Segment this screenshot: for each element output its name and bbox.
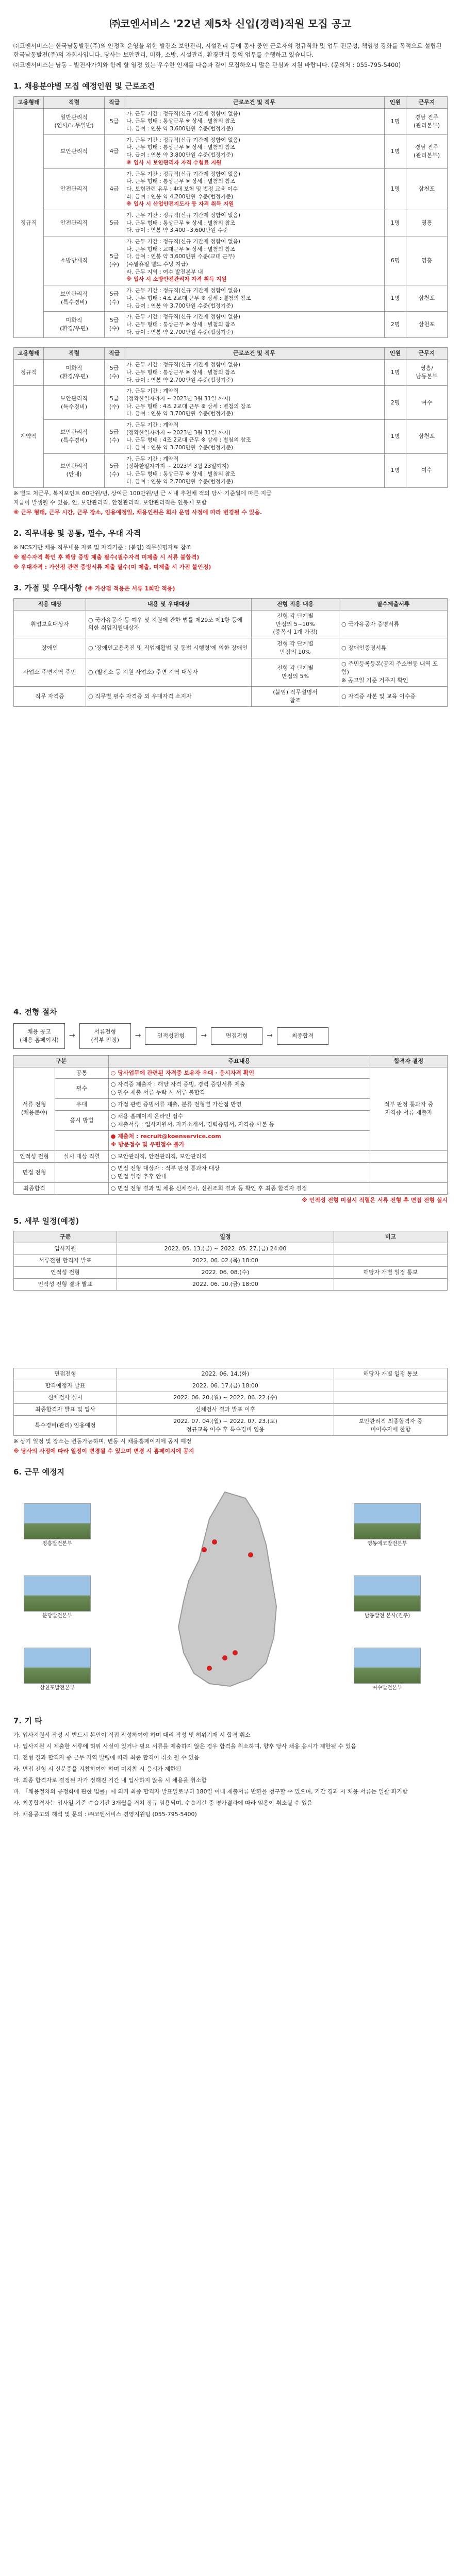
duties-cell [124, 168, 385, 210]
site-caption: 여수발전본부 [372, 1685, 402, 1691]
site-marker [212, 1539, 217, 1545]
row-sub-label: 공통 [55, 1067, 109, 1079]
duty-line: 가. 근무 기간 : 계약직 [126, 388, 179, 395]
misc-item: 다. 전형 결과 합격자 중 근무 지역 발령에 따라 최종 합격이 취소 될 수 있음 [13, 1754, 200, 1761]
info-line-warning: ※ 필수자격 확인 후 해당 증빙 제출 필수(필수자격 미제출 시 서류 불합격) [13, 554, 200, 561]
table-header: 직렬 [44, 348, 105, 360]
duty-line: 나. 근무 형태 : 통상근무 ※ 상세 : 별첨의 참조 [126, 144, 236, 151]
duties-cell [124, 453, 385, 487]
row-sub-label: 필수 [55, 1079, 109, 1099]
table-header: 전형 적용 내용 [252, 598, 339, 610]
row-label: 면접 전형 [14, 1162, 55, 1182]
row-decision [370, 1151, 448, 1163]
flow-step: 최종합격 [277, 1027, 328, 1045]
table-header: 필수제출서류 [339, 598, 448, 610]
docs-cell: ○ 주민등록등본(공지 주소변동 내역 포함) ※ 공고일 기준 거주지 확인 [339, 658, 448, 687]
job-cell: 미화직 (환경/우편) [44, 360, 105, 386]
row-sub-label: 실시 대상 직렬 [55, 1151, 109, 1163]
flow-step: 면접전형 [211, 1027, 262, 1045]
duty-line: 나. 근무 형태 : 통상근무 ※ 상세 : 별첨의 참조 [126, 178, 236, 185]
duty-line: 나. 근무 형태 : 4조 2교대 근무 ※ 상세 : 별첨의 참조 [126, 403, 251, 410]
duty-line: 다. 급여 : 연봉 약 3,700만원 수준(법정기준) [126, 445, 234, 451]
table-header: 고용형태 [14, 96, 44, 108]
table-header: 근무지 [406, 96, 448, 108]
intro-paragraph: ㈜코엔서비스는 남동 – 발전사가치와 함께 할 열정 있는 우수한 인재를 다음과 같이 모집하오니 많은 관심과 지원 바랍니다. (문의처 : 055-795-5400) [13, 61, 401, 69]
schedule-date-cell: 2022. 07. 04.(월) ~ 2022. 07. 23.(토) 정규교육 이수 후 특수경비 임용 [117, 1415, 334, 1435]
duty-line: 나. 근무 형태 : 4조 2교대 근무 ※ 상세 : 별첨의 참조 [126, 295, 251, 301]
grade-cell: 5급 (수) [105, 285, 124, 312]
site-card [354, 1575, 421, 1620]
table-header: 구분 [14, 1231, 117, 1243]
duty-line: 가. 근무 기간 : 정규직(신규 기간제 정함이 없음) [126, 110, 241, 117]
section-heading: 7. 기 타 [13, 1716, 42, 1726]
hire-type-cell: 계약직 [14, 386, 44, 487]
count-cell: 1명 [385, 210, 406, 236]
count-cell: 1명 [385, 168, 406, 210]
table-header: 주요내용 [108, 1055, 370, 1067]
schedule-table-continued [13, 1368, 448, 1436]
schedule-label-cell: 면접전형 [14, 1368, 117, 1380]
grade-cell: 5급 (수) [105, 420, 124, 454]
spacer [13, 1291, 448, 1368]
hire-type-cell: 정규직 [14, 108, 44, 338]
grade-cell: 4급 [105, 168, 124, 210]
schedule-note-cell: 해당자 개별 일정 통보 [334, 1267, 448, 1279]
content-cell: ○ (발전소 등 지원 사업소) 주변 지역 대상자 [86, 658, 252, 687]
table-row [14, 360, 448, 386]
schedule-label-cell: 신체검사 실시 [14, 1392, 117, 1404]
content-cell: ○ '장애인고용촉진 및 직업재활법 및 동법 시행령'에 의한 장애인 [86, 638, 252, 658]
table-row [14, 168, 448, 210]
table-header: 내용 및 우대대상 [86, 598, 252, 610]
count-cell: 1명 [385, 285, 406, 312]
table-row [14, 687, 448, 707]
schedule-date-cell: 신체검사 결과 발표 이후 [117, 1403, 334, 1415]
schedule-date-cell: 2022. 06. 10.(금) 18:00 [117, 1279, 334, 1291]
duty-line: (정확한일자까지 ~ 2023년 3월 31일 까지) [126, 395, 231, 402]
duty-line: 나. 근무 형태 : 4조 2교대 근무 ※ 상세 : 별첨의 참조 [126, 437, 251, 444]
job-cell: 안전관리직 [44, 168, 105, 210]
duty-line: 다. 급여 : 연봉 약 3,700만원 수준(법정기준) [126, 302, 234, 309]
table-header: 비고 [334, 1231, 448, 1243]
job-cell: 보안관리직 [44, 134, 105, 168]
count-cell: 2명 [385, 312, 406, 338]
duty-line: 라. 근무 지역 : 여수 발전본부 내 [126, 268, 203, 275]
table-header: 직렬 [44, 96, 105, 108]
job-cell: 보안관리직 (안내) [44, 453, 105, 487]
row-text: ○ 면접 전형 대상자 : 적부 판정 통과자 대상 ○ 면접 일정 추후 안내 [108, 1162, 370, 1182]
arrow-icon: → [201, 1031, 207, 1040]
row-sub-label: 응시 방법 [55, 1111, 109, 1131]
duties-cell [124, 312, 385, 338]
flow-step: 인적성전형 [145, 1027, 196, 1045]
grade-cell: 4급 [105, 134, 124, 168]
place-cell: 경남 진주 (관리본부) [406, 134, 448, 168]
row-sub-label [55, 1162, 109, 1182]
place-cell: 경남 진주 (관리본부) [406, 108, 448, 134]
grade-cell: 5급 (수) [105, 236, 124, 285]
decision-cell [370, 1067, 448, 1151]
duties-cell [124, 108, 385, 134]
grade-cell: 5급 (수) [105, 312, 124, 338]
info-line-warning: ※ 우대자격 : 가산점 관련 증빙서류 제출 필수(미 제출, 미제출 시 가점 불인정) [13, 563, 211, 570]
section-heading: 1. 채용분야별 모집 예정인원 및 근로조건 [13, 81, 155, 91]
duty-line: 다. 급여 : 연봉 약 2,700만원 수준(법정기준) [126, 377, 234, 383]
duty-line: 다. 급여 : 연봉 약 3,700만원 수준(법정기준) [126, 411, 234, 417]
power-plant-photo [354, 1575, 421, 1612]
table-row [14, 1279, 448, 1291]
site-marker [222, 1655, 227, 1660]
section-heading [13, 583, 448, 594]
table-row [14, 420, 448, 454]
duties-cell [124, 386, 385, 420]
duty-line: 다. 급여 : 연봉 약 3,600만원 수준(교대 근무) [126, 253, 235, 260]
duty-line: 나. 근무 형태 : 통상근무 ※ 상세 : 별첨의 참조 [126, 369, 236, 376]
job-cell: 보안관리직 (특수경비) [44, 386, 105, 420]
table-header: 근무지 [406, 348, 448, 360]
section-heading-note: (※ 가산점 적용은 서류 1회만 적용) [85, 585, 175, 592]
schedule-table [13, 1231, 448, 1291]
site-caption: 남동발전 본사(진주) [364, 1613, 410, 1619]
row-label: 최종합격 [14, 1182, 55, 1194]
row-label: 인적성 전형 [14, 1151, 55, 1163]
table-row [14, 1267, 448, 1279]
misc-item: 아. 채용공고의 해석 및 문의 : ㈜코엔서비스 경영지원팀 (055-795-5400) [13, 1810, 197, 1818]
row-text: ○ 제출서류 : 입사지원서, 자기소개서, 경력증명서, 자격증 사본 등 [110, 1121, 275, 1128]
count-cell: 1명 [385, 134, 406, 168]
table-row [14, 236, 448, 285]
place-cell: 영흥 [406, 236, 448, 285]
row-text: ○ 가점 관련 증빙서류 제출, 분류 전형별 가산점 반영 [108, 1099, 370, 1111]
row-text: ○ 당사업무에 관련된 자격증 보유자 우대 · 응시자격 확인 [108, 1067, 370, 1079]
schedule-label-cell: 합격예정자 발표 [14, 1380, 117, 1392]
duty-line: ※ 입사 시 소방안전관리자 자격 취득 지원 [126, 276, 227, 283]
table-header: 일정 [117, 1231, 334, 1243]
job-cell: 소방방재직 [44, 236, 105, 285]
schedule-note-cell [334, 1255, 448, 1267]
table-row [14, 1403, 448, 1415]
row-text: ○ 보안관리직, 안전관리직, 보안관리직 [108, 1151, 370, 1163]
table-row [14, 638, 448, 658]
duty-line: ※ 입사 시 보안관리자 자격 수험료 지원 [126, 159, 222, 166]
site-card [24, 1648, 91, 1692]
duties-cell [124, 360, 385, 386]
apply-cell: 전형 각 단계별 만점의 10% [252, 638, 339, 658]
schedule-date-cell: 2022. 06. 08.(수) [117, 1267, 334, 1279]
conditions-table [13, 96, 448, 338]
footnote: 지급이 발생될 수 있음, 인, 보안관리직, 안전관리직, 보안관리직은 연봉제 포함 [13, 499, 207, 506]
site-caption: 영흥발전본부 [42, 1541, 72, 1547]
table-row [14, 658, 448, 687]
row-sub-label [55, 1182, 109, 1194]
duties-cell [124, 236, 385, 285]
email-cell [108, 1131, 370, 1151]
table-row [14, 1392, 448, 1404]
target-cell: 사업소 주변지역 주민 [14, 658, 86, 687]
grade-cell: 5급 (수) [105, 360, 124, 386]
duty-line: 가. 근무 기간 : 정규직(신규 기간제 정함이 없음) [126, 137, 241, 143]
hire-type-cell: 정규직 [14, 360, 44, 386]
arrow-icon: → [267, 1031, 273, 1040]
flow-step: 채용 공고 (채용 홈페이지) [13, 1023, 65, 1049]
schedule-note-cell: 해당자 개별 일정 통보 [334, 1368, 448, 1380]
apply-method-cell [108, 1111, 370, 1131]
row-label: 서류 전형 (채용분야) [21, 1101, 48, 1116]
duty-line: (주말휴일 별도 수당 지급) [126, 261, 188, 268]
schedule-label-cell: 인적성 전형 [14, 1267, 117, 1279]
site-marker [207, 1666, 212, 1671]
content-cell: ○ 직무별 필수 자격증 외 우대자격 소지자 [86, 687, 252, 707]
section-heading: 6. 근무 예정지 [13, 1467, 65, 1477]
row-text: ○ 면접 전형 결과 및 채용 신체검사, 신원조회 결과 등 확인 후 최종 합격자 결정 [108, 1182, 370, 1194]
job-cell: 안전관리직 [44, 210, 105, 236]
schedule-note-cell [334, 1279, 448, 1291]
table-header: 인원 [385, 348, 406, 360]
grade-cell: 5급 (수) [105, 453, 124, 487]
place-cell: 삼천포 [406, 285, 448, 312]
page-title: ㈜코엔서비스 '22년 제5차 신입(경력)직원 모집 공고 [109, 18, 352, 30]
duty-line: (정확한일자까지 ~ 2023년 3월 31일 까지) [126, 429, 231, 436]
arrow-icon: → [135, 1031, 141, 1040]
target-cell: 취업보호대상자 [14, 610, 86, 638]
apply-cell: 전형 각 단계별 만점의 5% [252, 658, 339, 687]
duties-cell [124, 134, 385, 168]
grade-cell: 5급 [105, 210, 124, 236]
duty-line: 나. 근무 형태 : 교대근무 ※ 상세 : 별첨의 참조 [126, 246, 236, 252]
misc-item: 가. 입사지원서 작성 시 반드시 본인이 직접 작성하여야 하며 대리 작성 및 허위기재 시 합격 취소 [13, 1732, 251, 1739]
duty-line: 다. 보험관련 유무 : 4대 보험 및 법정 교육 이수 [126, 185, 238, 192]
duty-line: 가. 근무 기간 : 정규직(신규 기간제 정함이 없음) [126, 314, 241, 320]
place-cell: 삼천포 [406, 420, 448, 454]
job-cell: 일반관리직 (인사/노무일반) [44, 108, 105, 134]
duty-line: 가. 근무 기간 : 정규직(신규 기간제 정함이 없음) [126, 287, 241, 294]
table-header: 합격자 결정 [370, 1055, 448, 1067]
duty-line: 가. 근무 기간 : 계약직 [126, 455, 179, 462]
korea-map-icon [147, 1488, 307, 1699]
row-text: ○ 채용 홈페이지 온라인 접수 [110, 1113, 184, 1120]
apply-cell: 전형 각 단계별 만점의 5~10% (중복시 1개 가점) [252, 610, 339, 638]
footnote: ※ 인적성 전형 미실시 직렬은 서류 전형 후 면접 전형 실시 [302, 1196, 448, 1204]
duty-line: 나. 근무 형태 : 통상근무 ※ 상세 : 별첨의 참조 [126, 219, 236, 226]
place-cell: 삼천포 [406, 312, 448, 338]
power-plant-photo [24, 1575, 91, 1612]
duty-line: 다. 급여 : 연봉 약 3,800만원 수준(법정기준) [126, 152, 234, 159]
duty-line: ※ 입사 시 산업안전지도사 등 자격 취득 지원 [126, 201, 234, 208]
duty-line: 가. 근무 기간 : 정규직(신규 기간제 정함이 없음) [126, 239, 241, 245]
duty-line: 라. 급여 : 연봉 약 4,200만원 수준(법정기준) [126, 193, 234, 200]
table-row [14, 386, 448, 420]
section-heading: 2. 직무내용 및 공통, 필수, 우대 자격 [13, 529, 141, 538]
site-marker [233, 1650, 238, 1655]
table-row [14, 1255, 448, 1267]
table-row [14, 1368, 448, 1380]
power-plant-photo [354, 1503, 421, 1539]
count-cell: 6명 [385, 236, 406, 285]
work-location-map [13, 1483, 448, 1704]
duty-line: 가. 근무 기간 : 정규직(신규 기간제 정함이 없음) [126, 212, 241, 218]
docs-cell: ○ 자격증 사본 및 교육 이수증 [339, 687, 448, 707]
schedule-label-cell: 최종합격자 발표 및 입사 [14, 1403, 117, 1415]
table-header: 직급 [105, 96, 124, 108]
docs-cell: ○ 국가유공자 증명서류 [339, 610, 448, 638]
arrow-icon: → [69, 1031, 75, 1040]
duty-line: 나. 근무 형태 : 통상근무 ※ 상세 : 별첨의 참조 [126, 471, 236, 478]
table-row [14, 453, 448, 487]
count-cell: 2명 [385, 386, 406, 420]
site-caption: 분당발전본부 [42, 1613, 72, 1619]
row-decision [370, 1182, 448, 1194]
section-heading: 4. 전형 절차 [13, 1007, 57, 1016]
schedule-date-cell: 2022. 05. 13.(금) ~ 2022. 05. 27.(금) 24:00 [117, 1243, 334, 1255]
site-card [24, 1503, 91, 1548]
duties-cell [124, 210, 385, 236]
power-plant-photo [354, 1648, 421, 1684]
site-card [354, 1648, 421, 1692]
site-card [24, 1575, 91, 1620]
place-cell: 삼천포 [406, 168, 448, 210]
duty-line: 나. 근무 형태 : 통상근무 ※ 상세 : 별첨의 참조 [126, 118, 236, 125]
duty-line: 가. 근무 기간 : 정규직(신규 기간제 정함이 없음) [126, 171, 241, 177]
grade-cell: 5급 [105, 108, 124, 134]
row-note: ※ 방문접수 및 우편접수 불가 [110, 1141, 185, 1148]
table-row [14, 134, 448, 168]
content-cell: ○ 국가유공자 등 예우 및 지원에 관한 법률 제29조 제1항 등에 의한 취업지원대상자 [86, 610, 252, 638]
place-cell: 여수 [406, 386, 448, 420]
duty-line: 다. 급여 : 연봉 약 2,700만원 수준(법정기준) [126, 478, 234, 485]
misc-list [13, 1731, 448, 1819]
table-header: 직급 [105, 348, 124, 360]
row-sub-label: 우대 [55, 1099, 109, 1111]
footnote-warning: ※ 근무 형태, 근무 시간, 근무 장소, 임용예정일, 채용인원은 회사 운영 사정에 따라 변경될 수 있음. [13, 509, 262, 516]
flow-step: 서류전형 (적부 판정) [79, 1023, 131, 1049]
schedule-note-cell [334, 1392, 448, 1404]
doc-section-label [14, 1067, 55, 1151]
count-cell: 1명 [385, 108, 406, 134]
table-row [14, 210, 448, 236]
duty-line: (정확한일자까지 ~ 2023년 3월 23일까지) [126, 463, 229, 470]
site-card [354, 1503, 421, 1548]
site-marker [202, 1547, 207, 1552]
target-cell: 장애인 [14, 638, 86, 658]
schedule-label-cell: 입사지원 [14, 1243, 117, 1255]
place-cell: 영흥 [406, 210, 448, 236]
schedule-date-cell: 2022. 06. 20.(월) ~ 2022. 06. 22.(수) [117, 1392, 334, 1404]
row-text: ○ 자격증 제출자 : 해당 자격 증빙, 경력 증빙서류 제출 ○ 필수 제출 서류 누락 시 서류 불합격 [108, 1079, 370, 1099]
bonus-table [13, 598, 448, 707]
misc-item: 라. 면접 전형 시 신분증을 지참하여야 하며 미지참 시 응시가 제한됨 [13, 1765, 182, 1772]
apply-cell: (붙임) 직무설명서 참조 [252, 687, 339, 707]
table-row [14, 285, 448, 312]
schedule-note-cell [334, 1380, 448, 1392]
footnote: ※ 상기 일정 및 장소는 변동가능하며, 변동 시 채용홈페이지에 공지 예정 [13, 1437, 192, 1445]
duties-cell [124, 285, 385, 312]
table-header: 인원 [385, 96, 406, 108]
site-caption: 삼천포발전본부 [40, 1685, 75, 1691]
duty-line: 다. 급여 : 연봉 약 3,400~3,600만원 수준 [126, 227, 228, 234]
job-cell: 보안관리직 (특수경비) [44, 285, 105, 312]
table-row [14, 1380, 448, 1392]
schedule-note-cell [334, 1403, 448, 1415]
schedule-label-cell: 서류전형 합격자 발표 [14, 1255, 117, 1267]
decision-text: 적부 판정 통과자 중 자격증 서류 제출자 [384, 1101, 434, 1116]
table-header: 구분 [14, 1055, 109, 1067]
section-heading: 5. 세부 일정(예정) [13, 1216, 79, 1226]
duty-line: 가. 근무 기간 : 계약직 [126, 422, 179, 429]
table-row [14, 1415, 448, 1435]
schedule-label-cell: 특수경비(관리) 임용예정 [14, 1415, 117, 1435]
count-cell: 1명 [385, 420, 406, 454]
schedule-note-cell: 보안관리직 최종합격자 중 미이수자에 한함 [334, 1415, 448, 1435]
process-table [13, 1055, 448, 1195]
duties-cell [124, 420, 385, 454]
misc-item: 바. 「채용절차의 공정화에 관한 법률」에 의거 최종 합격자 발표일로부터 180일 이내 제출서류 반환을 청구할 수 있으며, 기간 경과 시 채용 서류는 일괄 파기함 [13, 1788, 408, 1795]
row-decision [370, 1162, 448, 1182]
misc-item: 사. 최종합격자는 입사일 기준 수습기간 3개월을 거쳐 정규 임용되며, 수습기간 중 평가결과에 따라 임용이 취소될 수 있음 [13, 1799, 312, 1806]
table-row [14, 1243, 448, 1255]
table-row [14, 610, 448, 638]
count-cell: 1명 [385, 360, 406, 386]
table-header: 근로조건 및 직무 [124, 348, 385, 360]
spacer [13, 707, 448, 995]
site-marker [248, 1552, 253, 1557]
duty-line: 다. 급여 : 연봉 약 3,600만원 수준(법정기준) [126, 126, 234, 132]
process-flow [13, 1023, 448, 1049]
submit-email-link[interactable]: ● 제출처 : recruit@koenservice.com [110, 1133, 221, 1140]
info-line: ※ NCS기반 채용 직무내용 자료 및 자격기준 : (붙임) 직무설명자료 참조 [13, 544, 192, 551]
docs-cell: ○ 장애인증명서류 [339, 638, 448, 658]
place-cell: 영흥/ 남동본부 [406, 360, 448, 386]
site-caption: 영동에코발전본부 [367, 1541, 407, 1547]
job-cell: 미화직 (환경/우편) [44, 312, 105, 338]
footnote: ※ 별도 처근무, 복지포인트 60만원/년, 상여금 100만원/년 근 시내 추천채 적의 당사 기준월에 따른 지급 [13, 489, 272, 497]
intro-paragraph: ㈜코엔서비스는 한국남동발전(주)의 안정적 운영을 위한 발전소 보안관리, 시설관리 등에 종사 중인 근로자의 정규직화 및 업무 전문성, 책임성 강화를 목적으로 설립된 한국남동발전(주)의 자회사입니다. 당사는 보안관리, 미화, 소방, 시설관리, 환경관리 등의 업무를 수행하고 있습니다. [13, 42, 442, 58]
table-row [14, 108, 448, 134]
duty-line: 다. 급여 : 연봉 약 2,700만원 수준(법정기준) [126, 329, 234, 335]
schedule-date-cell: 2022. 06. 02.(목) 18:00 [117, 1255, 334, 1267]
footnote-warning: ※ 당사의 사정에 따라 일정이 변경될 수 있으며 변경 시 홈페이지에 공지 [13, 1447, 194, 1454]
schedule-date-cell: 2022. 06. 17.(금) 18:00 [117, 1380, 334, 1392]
table-header: 적용 대상 [14, 598, 86, 610]
place-cell: 여수 [406, 453, 448, 487]
schedule-note-cell [334, 1243, 448, 1255]
duty-line: 나. 근무 형태 : 통상근무 ※ 상세 : 별첨의 참조 [126, 321, 236, 328]
schedule-label-cell: 인적성 전형 결과 발표 [14, 1279, 117, 1291]
misc-item: 나. 입사지원 시 제출한 서류에 허위 사실이 있거나 필요 서류를 제출하지 않은 경우 합격을 취소하며, 향후 당사 채용 응시가 제한될 수 있음 [13, 1743, 356, 1750]
duty-line: 가. 근무 기간 : 정규직(신규 기간제 정함이 없음) [126, 362, 241, 368]
row-sub-label [55, 1131, 109, 1151]
misc-item: 마. 최종 합격자로 결정된 자가 정해진 기간 내 입사하지 않을 시 채용을 취소함 [13, 1776, 207, 1784]
table-header: 근로조건 및 직무 [124, 96, 385, 108]
job-cell: 보안관리직 (특수경비) [44, 420, 105, 454]
power-plant-photo [24, 1648, 91, 1684]
table-row [14, 312, 448, 338]
section-heading-text: 3. 가점 및 우대사항 [13, 583, 83, 592]
count-cell: 1명 [385, 453, 406, 487]
schedule-date-cell: 2022. 06. 14.(화) [117, 1368, 334, 1380]
target-cell: 직무 자격증 [14, 687, 86, 707]
conditions-table-continued [13, 347, 448, 487]
grade-cell: 5급 (수) [105, 386, 124, 420]
power-plant-photo [24, 1503, 91, 1539]
table-header: 고용형태 [14, 348, 44, 360]
